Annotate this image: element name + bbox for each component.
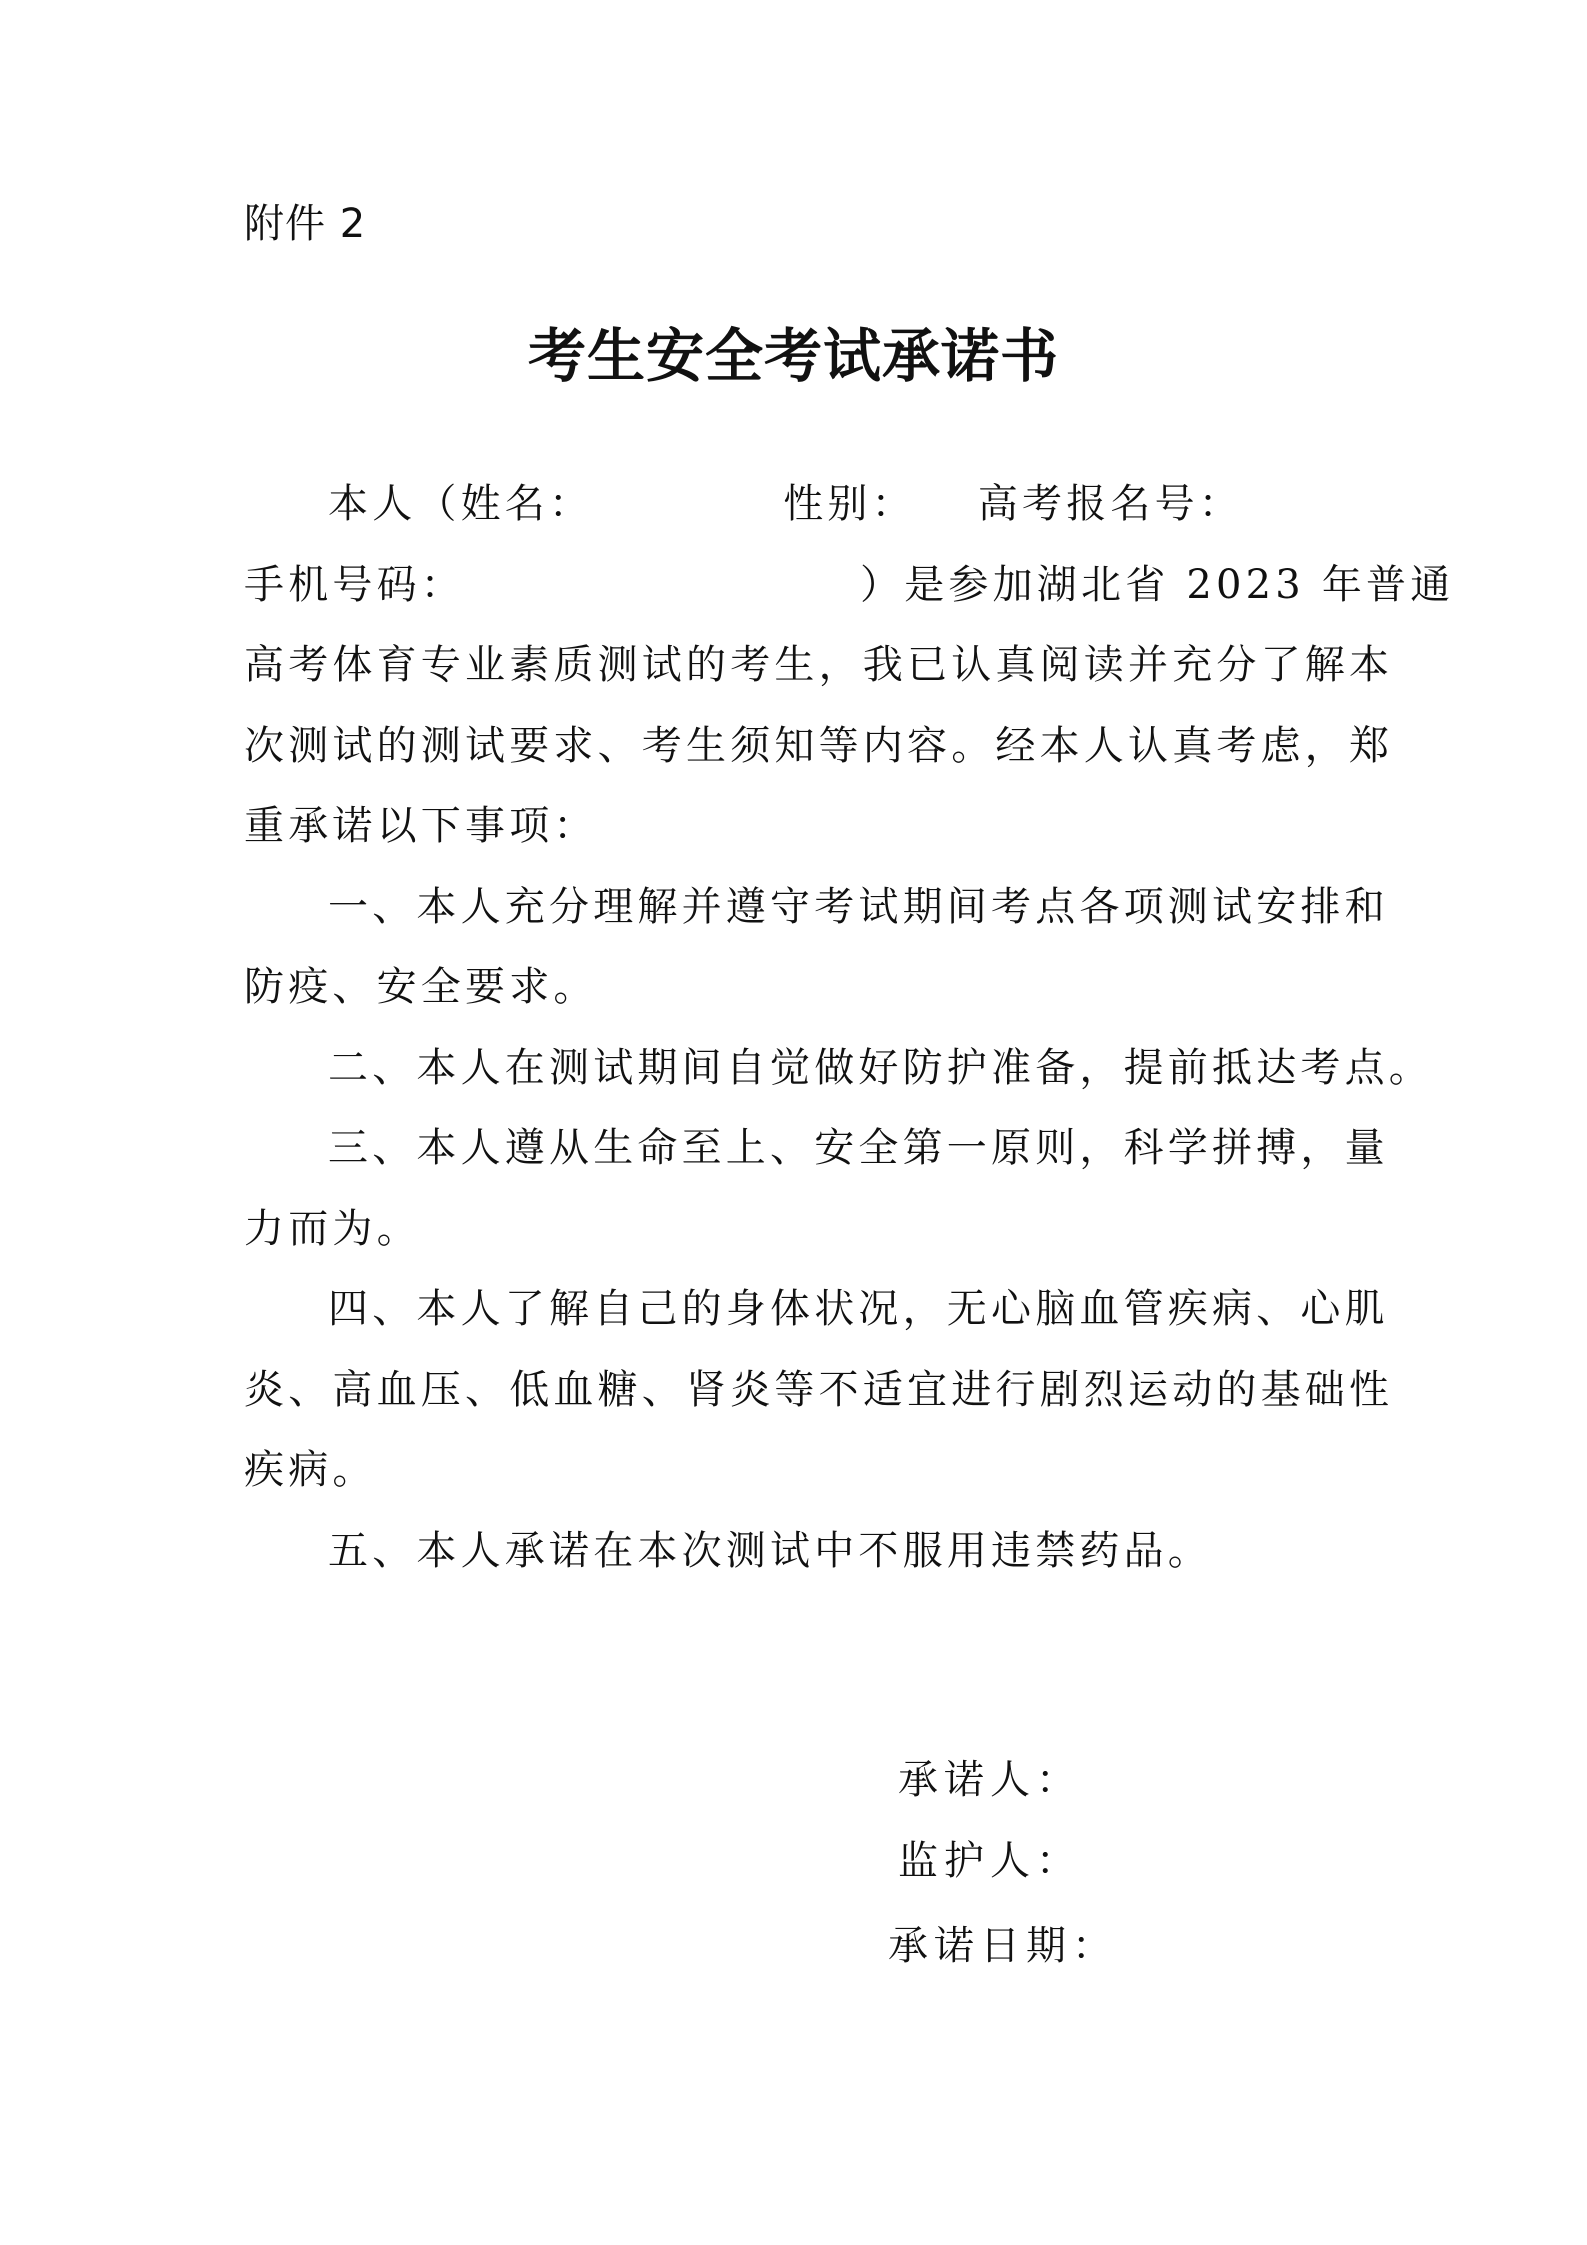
- item-3-line-2: 力而为。: [244, 1205, 421, 1252]
- intro-line-1: [244, 464, 1354, 545]
- exam-number-label: 高考报名号：: [977, 481, 1244, 527]
- intro-line-2-text: ）是参加湖北省 2023 年普通: [860, 561, 1455, 608]
- item-1-line-2: 防疫、安全要求。: [244, 964, 598, 1010]
- promisor-label: 承诺人：: [898, 1757, 1082, 1803]
- item-4-line-2: 炎、高血压、低血糖、肾炎等不适宜进行剧烈运动的基础性: [244, 1366, 1394, 1413]
- intro-line-4: 次测试的测试要求、考生须知等内容。经本人认真考虑，郑: [244, 722, 1394, 769]
- item-1-line-1: 一、本人充分理解并遵守考试期间考点各项测试安排和: [328, 883, 1389, 930]
- promise-date-label: 承诺日期：: [888, 1923, 1118, 1969]
- intro-line-3: 高考体育专业素质测试的考生，我已认真阅读并充分了解本: [244, 642, 1394, 688]
- document-body: [244, 464, 1455, 1591]
- name-label: 本人（姓名：: [328, 481, 594, 527]
- attachment-label: 附件 2: [244, 201, 367, 247]
- document-title: 考生安全考试承诺书: [527, 322, 1059, 390]
- item-5-line-1: 五、本人承诺在本次测试中不服用违禁药品。: [328, 1527, 1212, 1574]
- guardian-label: 监护人：: [898, 1838, 1082, 1884]
- item-2-line-1: 二、本人在测试期间自觉做好防护准备，提前抵达考点。: [328, 1044, 1433, 1091]
- gender-label: 性别：: [783, 481, 916, 527]
- phone-label: 手机号码：: [244, 561, 465, 608]
- intro-line-5: 重承诺以下事项：: [244, 803, 598, 849]
- item-4-line-1: 四、本人了解自己的身体状况，无心脑血管疾病、心肌: [328, 1286, 1389, 1332]
- intro-line-2: [244, 545, 1455, 626]
- item-4-line-3: 疾病。: [244, 1447, 377, 1493]
- item-3-line-1: 三、本人遵从生命至上、安全第一原则，科学拼搏，量: [328, 1125, 1389, 1171]
